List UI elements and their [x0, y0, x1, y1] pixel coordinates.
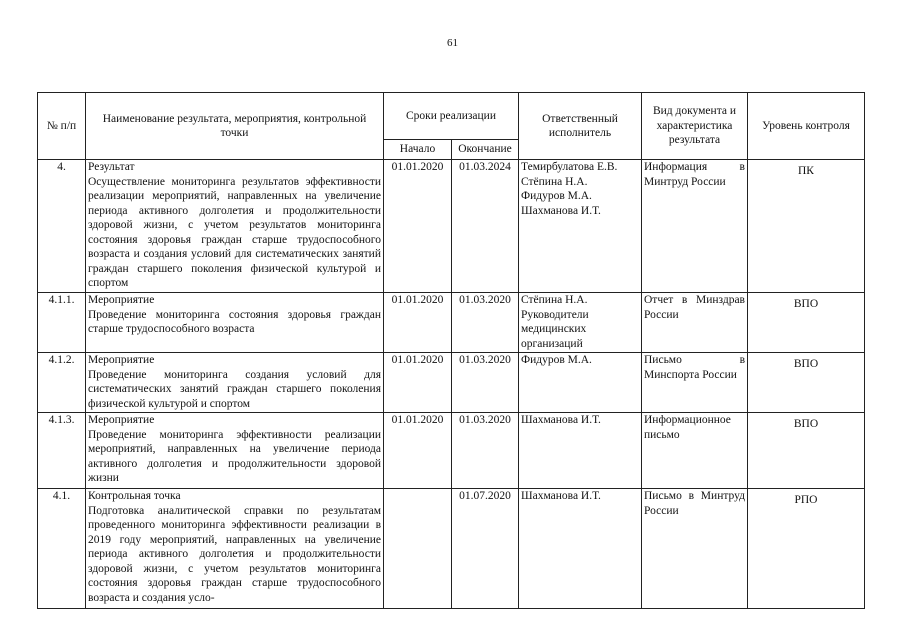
- responsible-person: Руководители медицинских организаций: [521, 308, 589, 350]
- row-responsible: [519, 413, 642, 489]
- row-description: [86, 160, 384, 293]
- row-control-level: ВПО: [748, 353, 865, 413]
- header-document: Вид документа и характеристика результата: [642, 93, 748, 160]
- responsible-person: Фидуров М.А.: [521, 354, 592, 366]
- table-row: [38, 160, 865, 293]
- responsible-person: Шахманова И.Т.: [521, 414, 601, 426]
- header-responsible: Ответственный исполнитель: [519, 93, 642, 160]
- row-text: Подготовка аналитической справки по результатам проведенного мониторинга эффективности реализации в 2019 году мероприятий, направленных на увеличение периода активного долголетия и продолжительности здоровой жизни, с учетом результатов мониторинга состояния здоровья граждан старше трудоспособного возраста и создания усло-: [88, 504, 381, 604]
- row-responsible: [519, 160, 642, 293]
- header-name: Наименование результата, мероприятия, контрольной точки: [86, 93, 384, 160]
- row-document: Информация в Минтруд России: [642, 160, 748, 293]
- row-start-date: 01.01.2020: [384, 413, 452, 489]
- page-number: 61: [447, 37, 458, 49]
- row-end-date: 01.03.2024: [452, 160, 519, 293]
- row-number: 4.1.2.: [38, 353, 86, 413]
- row-description: [86, 413, 384, 489]
- table-row: [38, 489, 865, 609]
- row-end-date: 01.03.2020: [452, 353, 519, 413]
- row-responsible: [519, 293, 642, 353]
- table-row: [38, 413, 865, 489]
- row-type: Контрольная точка: [88, 490, 181, 502]
- row-start-date: 01.01.2020: [384, 293, 452, 353]
- header-control: Уровень контроля: [748, 93, 865, 160]
- row-end-date: 01.07.2020: [452, 489, 519, 609]
- row-start-date: 01.01.2020: [384, 160, 452, 293]
- row-start-date: 01.01.2020: [384, 353, 452, 413]
- plan-table: [37, 92, 865, 609]
- row-text: Осуществление мониторинга результатов эффективности реализации мероприятий, направленных на увеличение периода активного долголетия и продолжительности здоровой жизни, с учетом результатов мониторинга состояния здоровья граждан старше трудоспособного возраста и создания условий для систематических занятий граждан старшего поколения физической культурой и спортом: [88, 175, 381, 289]
- row-type: Результат: [88, 161, 135, 173]
- responsible-person: Фидуров М.А.: [521, 190, 592, 202]
- header-deadlines: Сроки реализации: [384, 93, 519, 140]
- row-start-date: [384, 489, 452, 609]
- responsible-person: Стёпина Н.А.: [521, 175, 588, 188]
- row-text: Проведение мониторинга состояния здоровья граждан старше трудоспособного возраста: [88, 308, 381, 335]
- row-control-level: РПО: [748, 489, 865, 609]
- header-end: Окончание: [452, 140, 519, 160]
- row-number: 4.1.: [38, 489, 86, 609]
- row-description: [86, 489, 384, 609]
- row-number: 4.1.3.: [38, 413, 86, 489]
- table-row: [38, 293, 865, 353]
- row-type: Мероприятие: [88, 294, 155, 306]
- responsible-person: Шахманова И.Т.: [521, 490, 601, 502]
- table-row: [38, 353, 865, 413]
- responsible-person: Темирбулатова Е.В.: [521, 161, 618, 173]
- row-control-level: ПК: [748, 160, 865, 293]
- row-control-level: ВПО: [748, 293, 865, 353]
- responsible-person: Шахманова И.Т.: [521, 204, 601, 217]
- row-type: Мероприятие: [88, 414, 155, 426]
- row-description: [86, 353, 384, 413]
- responsible-person: Стёпина Н.А.: [521, 294, 588, 306]
- row-text: Проведение мониторинга эффективности реализации мероприятий, направленных на увеличение периода активного долголетия и продолжительности здоровой жизни: [88, 428, 381, 484]
- row-type: Мероприятие: [88, 354, 155, 366]
- row-document: Информационное письмо: [642, 413, 748, 489]
- header-row: [38, 93, 865, 140]
- row-document: Отчет в Минздрав России: [642, 293, 748, 353]
- row-text: Проведение мониторинга создания условий для систематических занятий граждан старшего поколения физической культурой и спортом: [88, 368, 381, 410]
- header-start: Начало: [384, 140, 452, 160]
- row-document: Письмо в Минспорта России: [642, 353, 748, 413]
- row-end-date: 01.03.2020: [452, 293, 519, 353]
- row-control-level: ВПО: [748, 413, 865, 489]
- row-number: 4.1.1.: [38, 293, 86, 353]
- row-responsible: [519, 489, 642, 609]
- row-end-date: 01.03.2020: [452, 413, 519, 489]
- row-number: 4.: [38, 160, 86, 293]
- row-responsible: [519, 353, 642, 413]
- row-description: [86, 293, 384, 353]
- row-document: Письмо в Минтруд России: [642, 489, 748, 609]
- header-num: № п/п: [38, 93, 86, 160]
